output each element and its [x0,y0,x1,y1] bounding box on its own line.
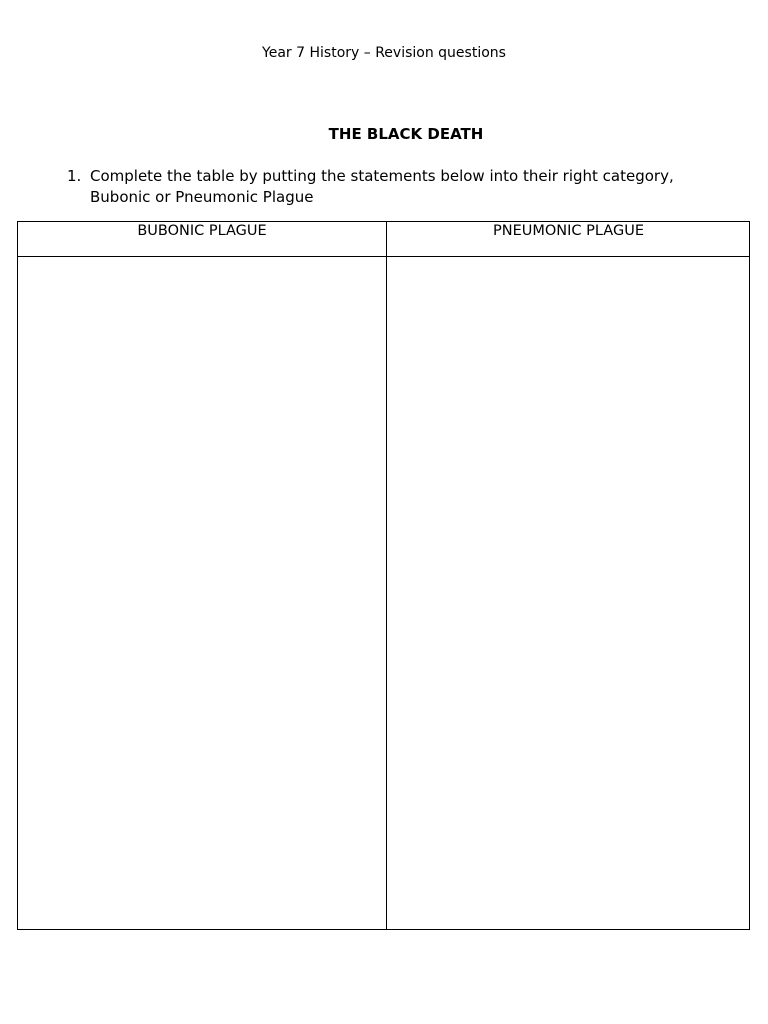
table-header-row [18,222,749,257]
column-header-bubonic: BUBONIC PLAGUE [137,223,267,239]
pneumonic-answer-cell[interactable] [387,257,749,929]
question-1 [67,166,707,208]
page-title: THE BLACK DEATH [328,125,484,143]
column-header-pneumonic: PNEUMONIC PLAGUE [493,223,644,239]
question-number: 1. [67,167,82,185]
plague-category-table [17,221,750,930]
bubonic-answer-cell[interactable] [18,257,386,929]
page-header: Year 7 History – Revision questions [262,45,506,61]
question-text: Complete the table by putting the statements below into their right category, Bubonic or Pneumonic Plague [90,167,674,206]
